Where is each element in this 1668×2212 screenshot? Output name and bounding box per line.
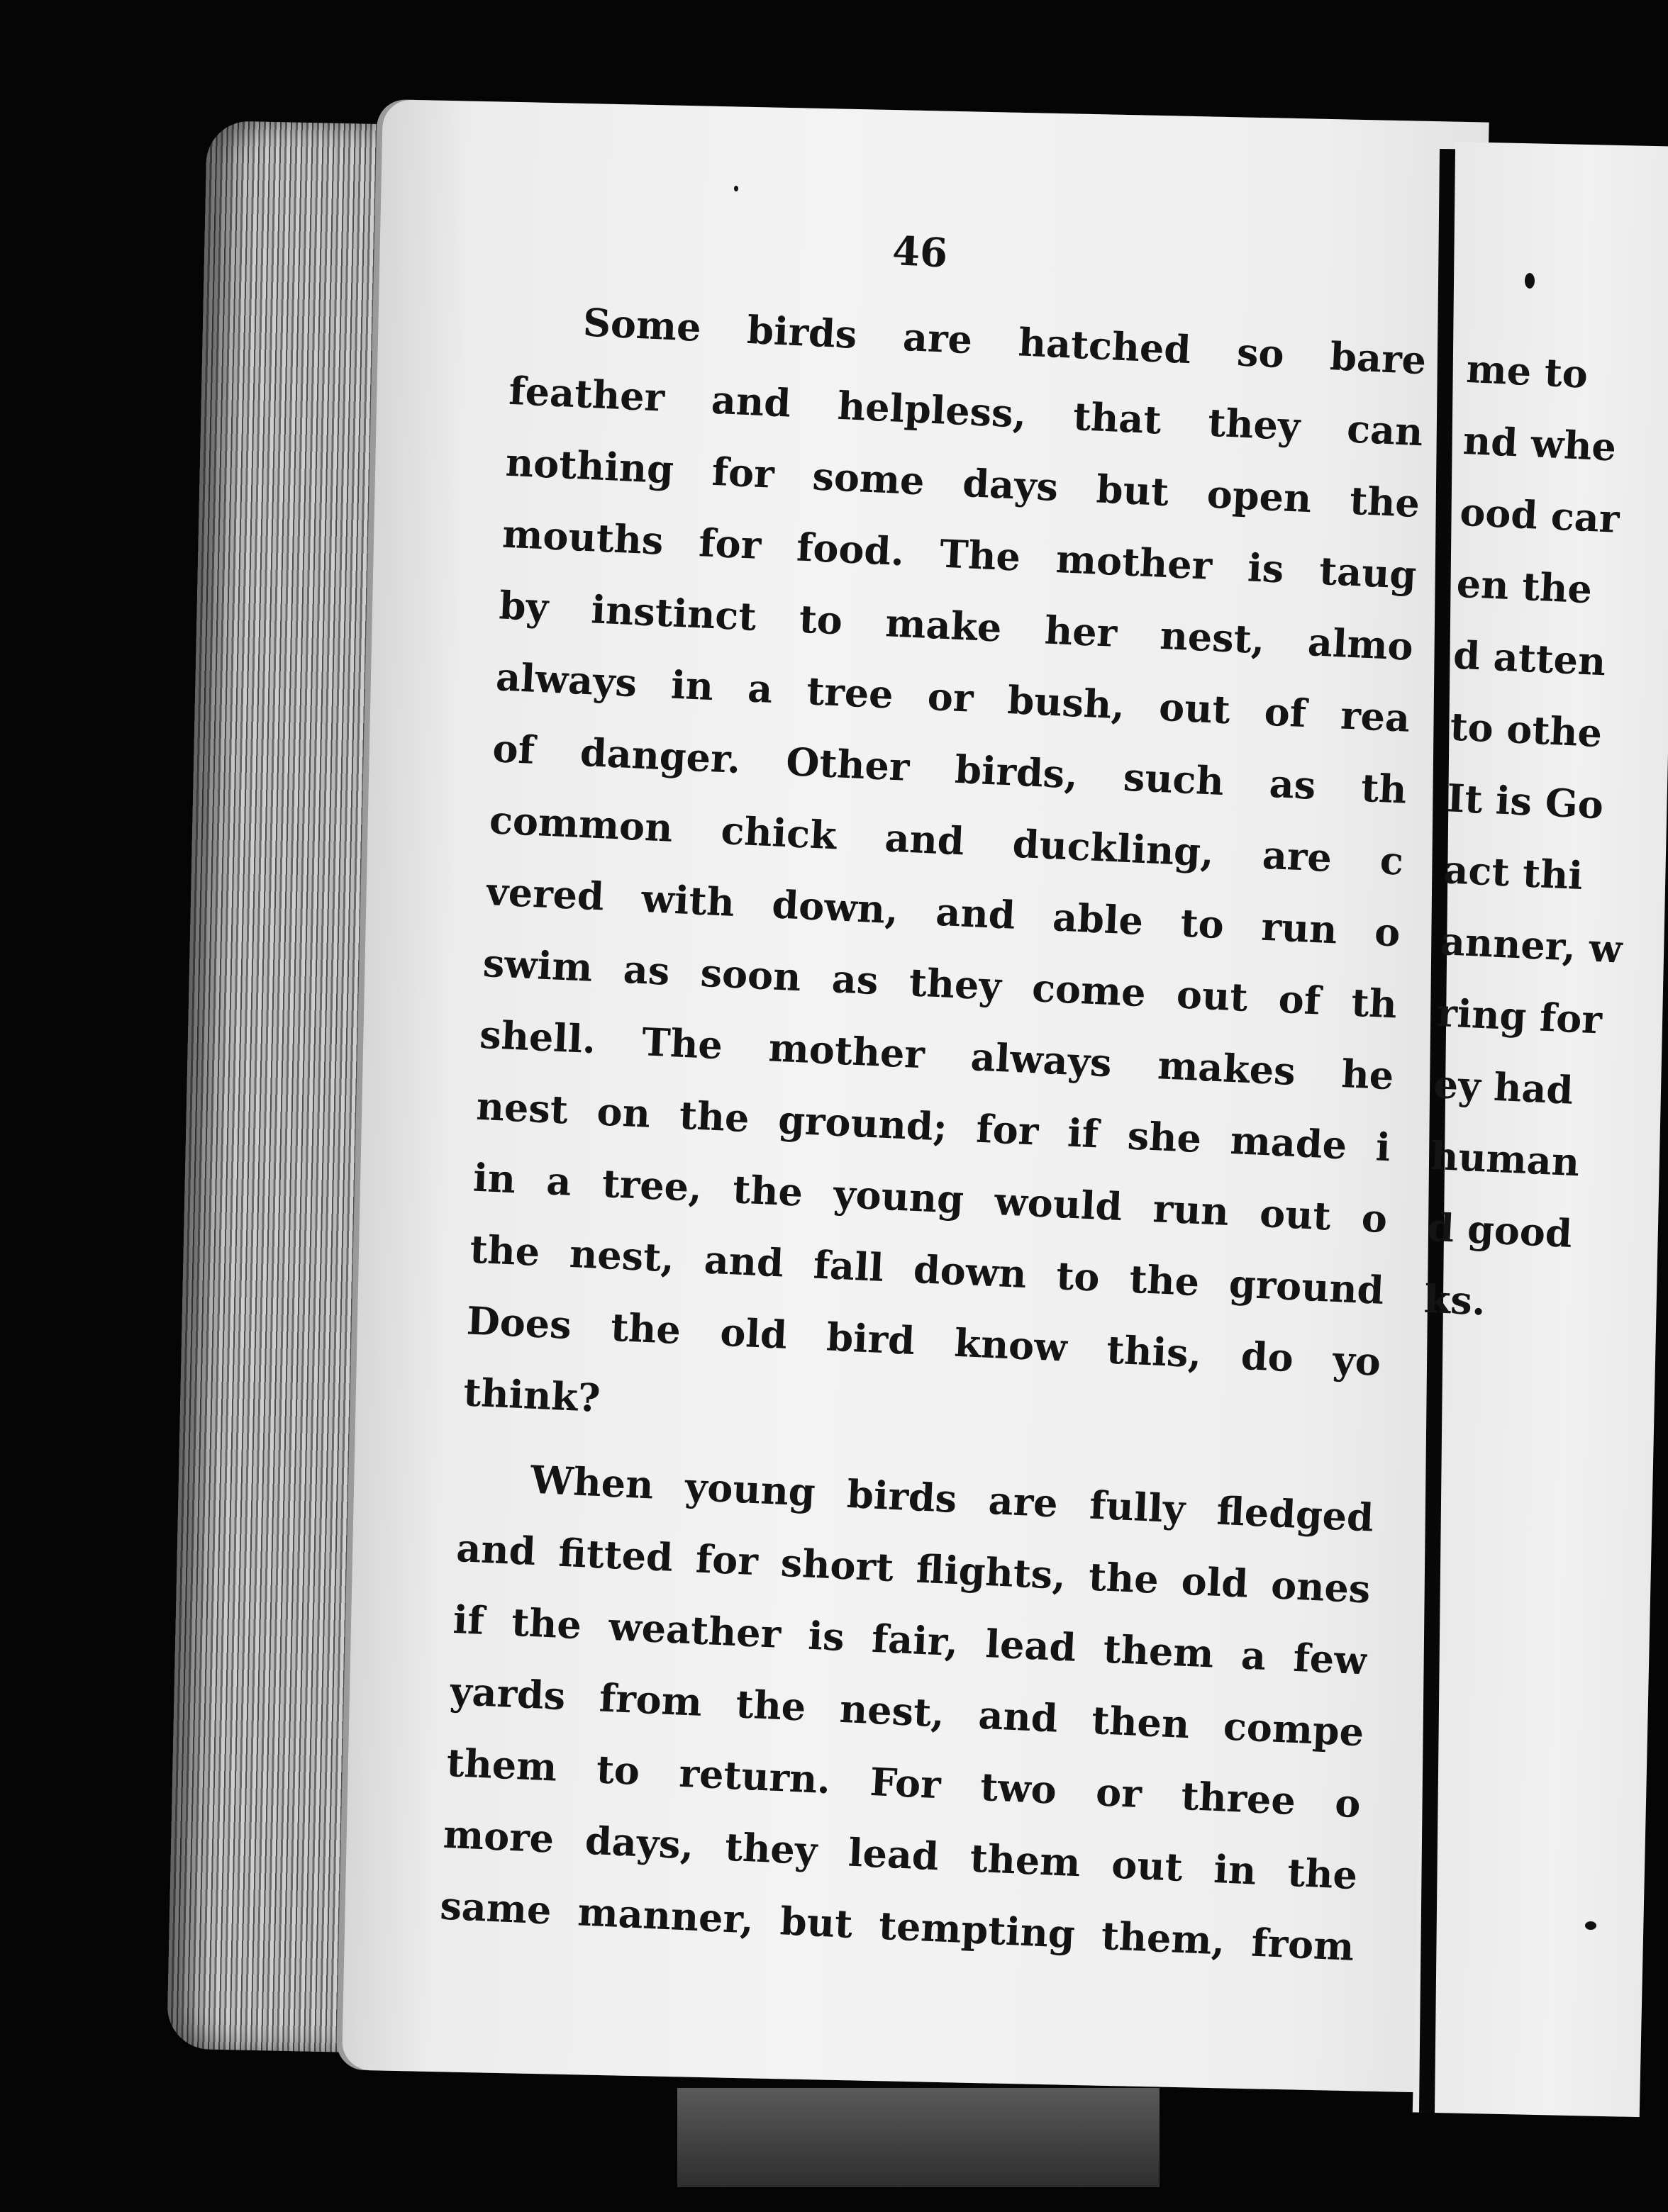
ink-speck [1585,1921,1596,1930]
facing-text-line: ks. [1423,1275,1487,1324]
text-line: When young birds are fully fledged [529,1456,1375,1541]
facing-text-line: en the [1455,560,1594,613]
ink-speck [734,186,738,191]
text-line: more days, they lead them out in the [442,1811,1359,1899]
ink-speck [1525,273,1535,289]
text-line: feather and helpless, that they can [508,367,1424,455]
text-line: and fitted for short flights, the old ones [455,1525,1372,1612]
facing-text-line: me to [1465,345,1589,397]
facing-text-line: d atten [1452,632,1607,685]
text-line: Some birds are hatched so bare [582,299,1428,384]
text-line: same manner, but tempting them, from [439,1882,1355,1970]
facing-text-line: d good [1426,1204,1574,1256]
facing-text-line: anner, w [1439,918,1623,972]
text-line: vered with down, and able to run o [485,868,1401,956]
text-line: them to return. For two or three o [445,1739,1362,1827]
text-line: by instinct to make her nest, almo [498,582,1415,669]
page-number: 46 [891,228,949,277]
facing-text-line: ring for [1436,990,1603,1043]
facing-text-line: It is Go [1445,775,1605,828]
facing-text-line: to othe [1449,703,1603,756]
facing-text-line: human [1429,1132,1581,1185]
facing-text-line: ood car [1459,488,1620,542]
book-clamp [677,2088,1160,2187]
text-line: think? [462,1369,601,1421]
text-line: Does the old bird know this, do yo [465,1297,1382,1385]
facing-text-line: act thi [1442,847,1584,899]
paragraph-1 [462,284,1428,1470]
paragraph-2 [438,1441,1375,1983]
text-line: common chick and duckling, are c [488,797,1405,884]
text-line: nothing for some days but open the [504,439,1421,527]
text-line: of danger. Other birds, such as th [491,725,1408,812]
facing-text-line: ey had [1433,1061,1574,1113]
text-line: mouths for food. The mother is taug [501,510,1418,598]
text-line: shell. The mother always makes he [479,1011,1395,1099]
text-line: swim as soon as they come out of th [482,939,1399,1027]
text-line: the nest, and fall down to the ground [469,1226,1385,1313]
text-line: yards from the nest, and then compe [448,1668,1365,1755]
facing-text-line: nd whe [1462,417,1618,470]
text-line: nest on the ground; for if she made i [475,1083,1392,1171]
text-line: if the weather is fair, lead them a few [452,1596,1369,1684]
page-text [438,199,1431,1983]
text-line: in a tree, the young would run out o [472,1154,1389,1242]
text-line: always in a tree or bush, out of rea [494,654,1411,741]
